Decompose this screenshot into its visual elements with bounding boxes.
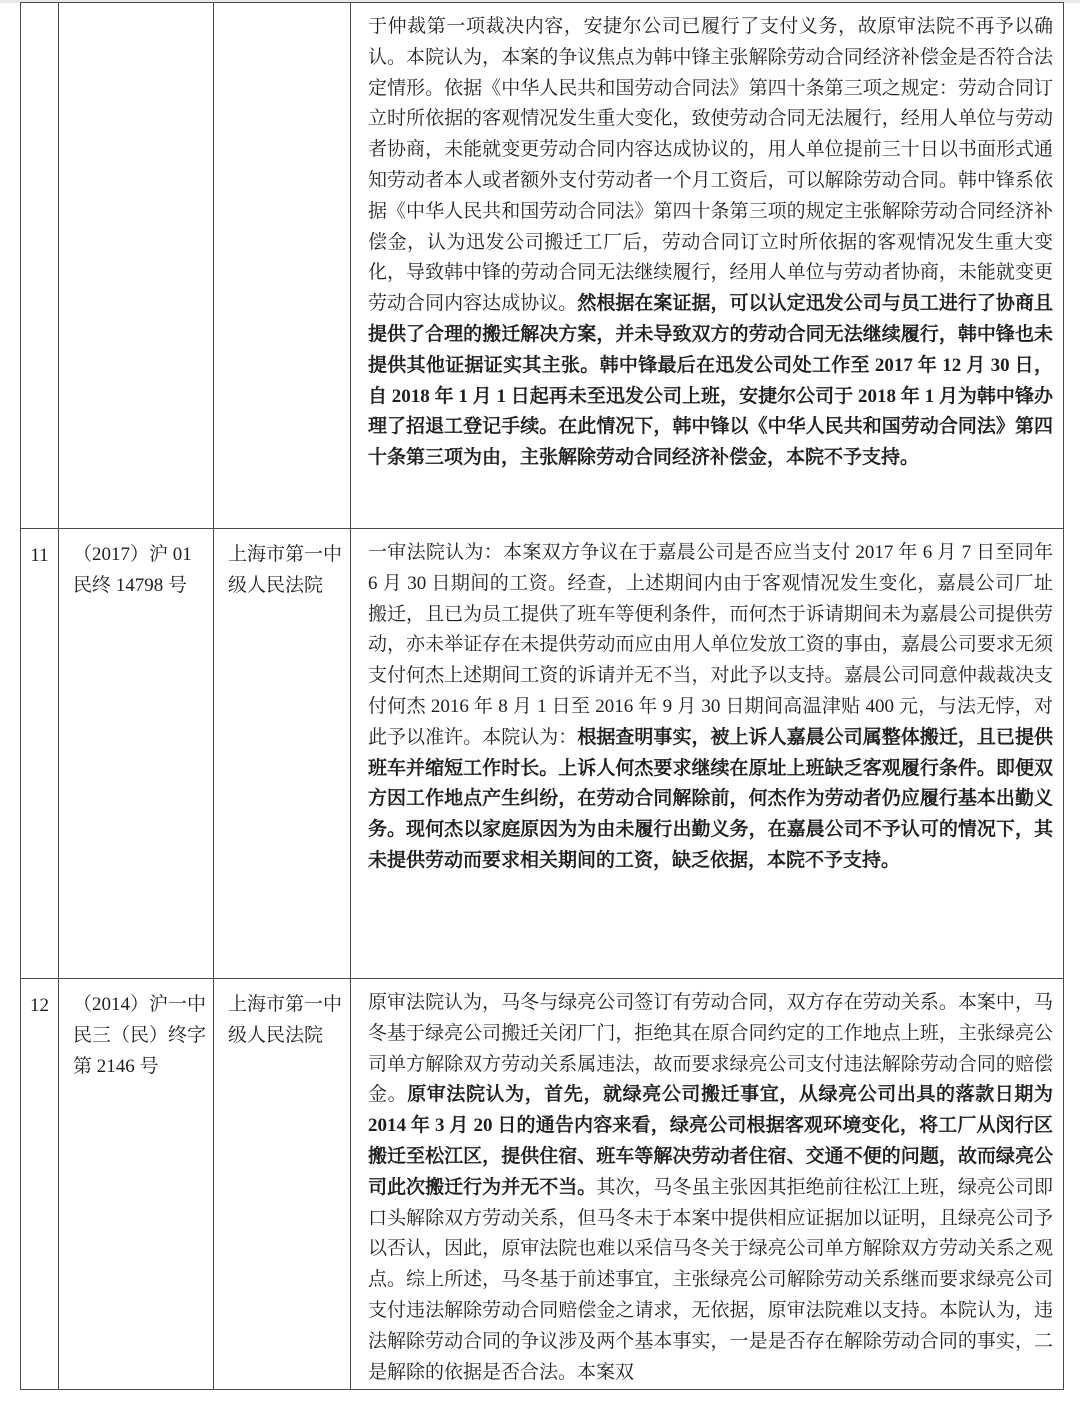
opinion-text — [351, 3, 1063, 528]
opinion-regular-run: 其次，马冬虽主张因其拒绝前往松江上班，绿亮公司即口头解除双方劳动关系，但马冬未于本案中提供相应证据加以证明，且绿亮公司予以否认，因此，原审法院也难以采信马冬关于绿亮公司单方解除双方劳动关系之观点。综上所述，马冬基于前述事宜，主张绿亮公司解除劳动关系继而要求绿亮公司支付违法解除劳动合同赔偿金之请求，无依据，原审法院难以支持。本院认为，违法解除劳动合同的争议涉及两个基本事实，一是是否存在解除劳动合同的事实，二是解除的依据是否合法。本案双 — [368, 1176, 1053, 1383]
case-number-cell — [59, 3, 214, 529]
case-number: （2017）沪 01 民终 14798 号 — [73, 544, 192, 596]
opinion-text — [351, 979, 1063, 1389]
row-number-cell — [21, 3, 59, 529]
opinion-bold-run: 然根据在案证据，可以认定迅发公司与员工进行了协商且提供了合理的搬迁解决方案，并未导致双方的劳动合同无法继续履行，韩中锋也未提供其他证据证实其主张。韩中锋最后在迅发公司处工作至 2017 年 12 月 30 日，自 2018 年 1 月 1 日起再未至迅发公司上班，安捷尔公司于 2018 年 1 月为韩中锋办理了招退工登记手续。在此情况下，韩中锋以《中华人民共和国劳动合同法》第四十条第三项为由，主张解除劳动合同经济补偿金，本院不予支持。 — [368, 293, 1053, 469]
case-number: （2014）沪一中民三（民）终字第 2146 号 — [73, 994, 207, 1077]
opinion-cell — [351, 3, 1064, 529]
row-number: 11 — [30, 545, 49, 566]
row-number-cell — [21, 529, 59, 979]
row-number — [21, 3, 58, 528]
court-name: 上海市第一中级人民法院 — [228, 994, 343, 1046]
table-row-11 — [21, 529, 1064, 979]
court-cell — [214, 3, 351, 529]
row-number-cell — [21, 979, 59, 1390]
case-number-cell — [59, 979, 214, 1390]
court-name: 上海市第一中级人民法院 — [228, 544, 343, 596]
row-number: 12 — [30, 995, 49, 1016]
opinion-bold-run: 原审法院认为，首先，就绿亮公司搬迁事宜，从绿亮公司出具的落款日期为 2014 年 3 月 20 日的通告内容来看，绿亮公司根据客观环境变化，将工厂从闵行区搬迁至松江区，提供住宿、班车等解决劳动者住宿、交通不便的问题，故而绿亮公司此次搬迁行为并无不当。 — [368, 1084, 1053, 1198]
court-name — [214, 3, 350, 528]
opinion-regular-run: 原审法院认为，马冬与绿亮公司签订有劳动合同，双方存在劳动关系。本案中，马冬基于绿亮公司搬迁关闭厂门，拒绝其在原合同约定的工作地点上班，主张绿亮公司单方解除双方劳动关系属违法，故而要求绿亮公司支付违法解除劳动合同的赔偿金。 — [368, 992, 1053, 1106]
case-number — [59, 3, 213, 528]
opinion-bold-run: 根据查明事实，被上诉人嘉晨公司属整体搬迁，且已提供班车并缩短工作时长。上诉人何杰要求继续在原址上班缺乏客观履行条件。即便双方因工作地点产生纠纷，在劳动合同解除前，何杰作为劳动者仍应履行基本出勤义务。现何杰以家庭原因为为由未履行出勤义务，在嘉晨公司不予认可的情况下，其未提供劳动而要求相关期间的工资，缺乏依据，本院不予支持。 — [368, 726, 1053, 871]
opinion-cell — [351, 529, 1064, 979]
court-cell — [214, 979, 351, 1390]
opinion-regular-run: 一审法院认为：本案双方争议在于嘉晨公司是否应当支付 2017 年 6 月 7 日至同年 6 月 30 日期间的工资。经查，上述期间内由于客观情况发生变化，嘉晨公司厂址搬迁，且已为员工提供了班车等便利条件，而何杰于诉请期间未为嘉晨公司提供劳动，亦未举证存在未提供劳动而应由用人单位发放工资的事由，嘉晨公司要求无须支付何杰上述期间工资的诉请并无不当，对此予以支持。嘉晨公司同意仲裁裁决支付何杰 2016 年 8 月 1 日至 2016 年 9 月 30 日期间高温津贴 400 元，与法无悖，对此予以准许。本院认为： — [368, 542, 1053, 748]
opinion-text — [351, 529, 1063, 978]
opinion-regular-run: 于仲裁第一项裁决内容，安捷尔公司已履行了支付义务，故原审法院不再予以确认。本院认为，本案的争议焦点为韩中锋主张解除劳动合同经济补偿金是否符合法定情形。依据《中华人民共和国劳动合同法》第四十条第三项之规定：劳动合同订立时所依据的客观情况发生重大变化，致使劳动合同无法履行，经用人单位与劳动者协商，未能就变更劳动合同内容达成协议的，用人单位提前三十日以书面形式通知劳动者本人或者额外支付劳动者一个月工资后，可以解除劳动合同。韩中锋系依据《中华人民共和国劳动合同法》第四十条第三项的规定主张解除劳动合同经济补偿金，认为迅发公司搬迁工厂后，劳动合同订立时所依据的客观情况发生重大变化，导致韩中锋的劳动合同无法继续履行，经用人单位与劳动者协商，未能就变更劳动合同内容达成协议。 — [368, 16, 1053, 315]
opinion-cell — [351, 979, 1064, 1390]
table-row-continuation — [21, 3, 1064, 529]
case-table — [20, 2, 1064, 1390]
table-row-12 — [21, 979, 1064, 1390]
court-cell — [214, 529, 351, 979]
case-number-cell — [59, 529, 214, 979]
